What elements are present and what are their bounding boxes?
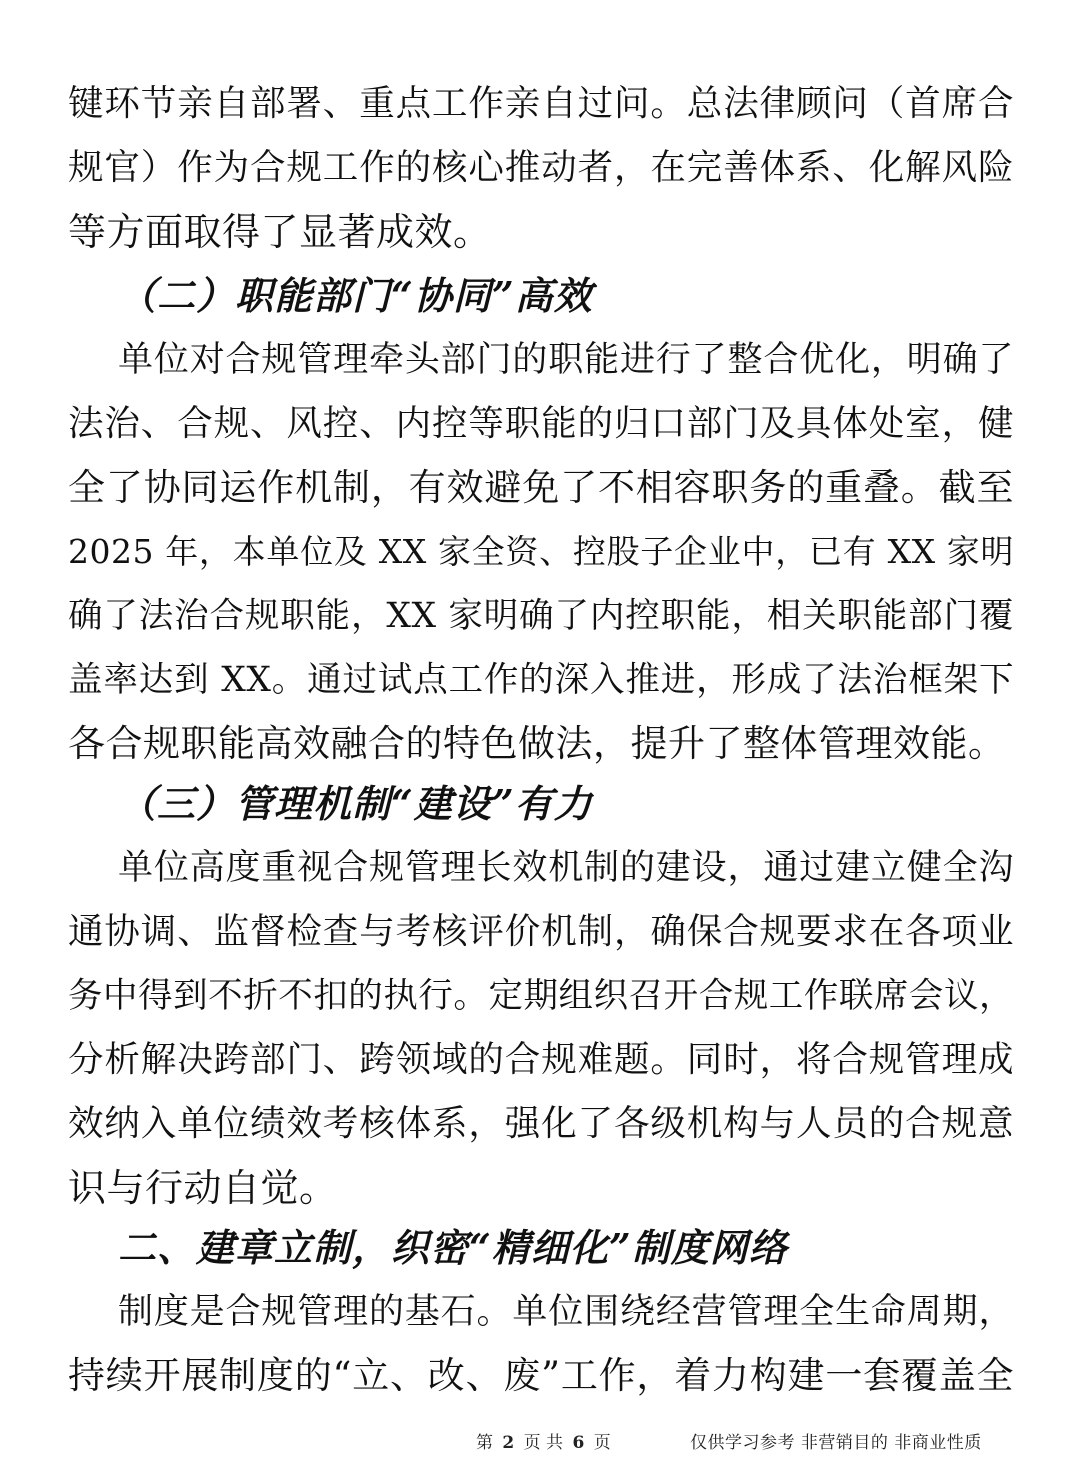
paragraph-line: 识与行动自觉。 [68, 1166, 338, 1210]
paragraph-line: 单位对合规管理牵头部门的职能进行了整合优化，明确了 [118, 340, 1014, 380]
current-page: 2 [502, 1433, 515, 1453]
page-number [476, 1429, 611, 1457]
section-heading: （二）职能部门“协同”高效 [118, 273, 593, 318]
paragraph-line: 全了协同运作机制，有效避免了不相容职务的重叠。截至 [68, 466, 1014, 509]
paragraph-line: 制度是合规管理的基石。单位围绕经营管理全生命周期， [118, 1292, 1014, 1332]
paragraph-line: 持续开展制度的“立、改、废”工作，着力构建一套覆盖全 [68, 1354, 1014, 1397]
paragraph-line: 盖率达到 XX。通过试点工作的深入推进，形成了法治框架下 [68, 660, 1014, 700]
paragraph-line: 规官）作为合规工作的核心推动者，在完善体系、化解风险 [68, 147, 1014, 188]
paragraph-line: 键环节亲自部署、重点工作亲自过问。总法律顾问（首席合 [68, 83, 1014, 124]
paragraph-line: 单位高度重视合规管理长效机制的建设，通过建立健全沟 [118, 848, 1014, 888]
total-pages: 6 [572, 1433, 585, 1453]
paragraph-line: 2025 年，本单位及 XX 家全资、控股子企业中，已有 XX 家明 [68, 532, 1014, 571]
paragraph-line: 分析解决跨部门、跨领域的合规难题。同时，将合规管理成 [68, 1039, 1014, 1080]
page-mid: 页 共 [523, 1433, 564, 1453]
paragraph-line: 通协调、监督检查与考核评价机制，确保合规要求在各项业 [68, 911, 1014, 952]
paragraph-line: 确了法治合规职能，XX 家明确了内控职能，相关职能部门覆 [68, 596, 1014, 636]
paragraph-line: 效纳入单位绩效考核体系，强化了各级机构与人员的合规意 [68, 1103, 1014, 1144]
footer-note: 仅供学习参考 非营销目的 非商业性质 [690, 1433, 982, 1453]
paragraph-line: 等方面取得了显著成效。 [68, 210, 492, 254]
section-heading: （三）管理机制“建设”有力 [118, 781, 593, 826]
part-heading: 二、建章立制，织密“精细化”制度网络 [118, 1225, 788, 1270]
paragraph-line: 务中得到不折不扣的执行。定期组织召开合规工作联席会议， [68, 976, 1014, 1016]
page-suffix: 页 [593, 1433, 611, 1453]
page-prefix: 第 [476, 1433, 493, 1453]
paragraph-line: 各合规职能高效融合的特色做法，提升了整体管理效能。 [68, 722, 1006, 765]
paragraph-line: 法治、合规、风控、内控等职能的归口部门及具体处室，健 [68, 403, 1014, 444]
